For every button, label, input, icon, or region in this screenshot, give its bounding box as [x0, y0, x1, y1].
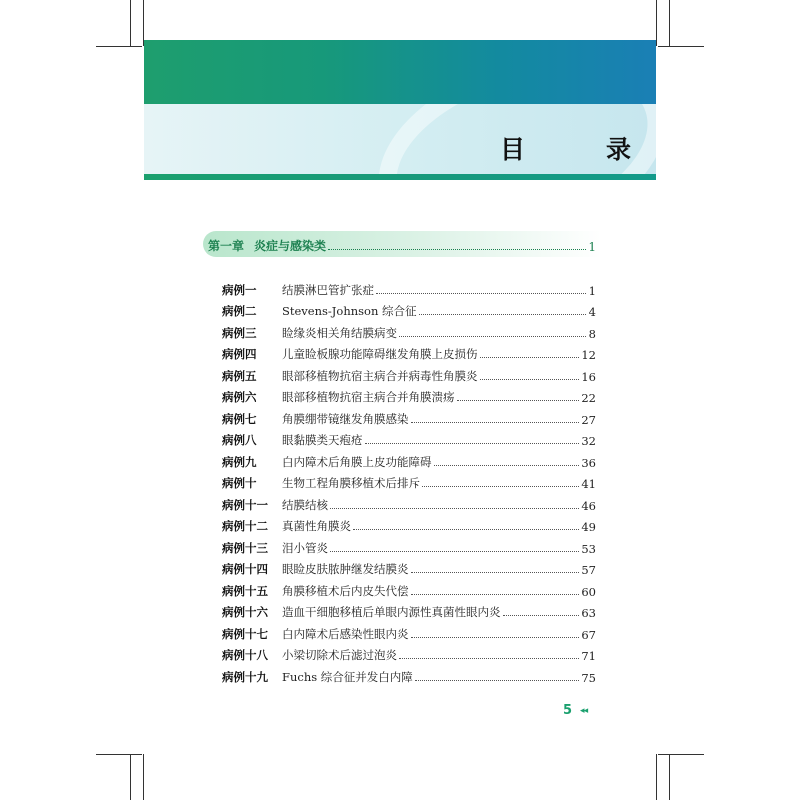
entry-title: 眼黏膜类天疱疮 — [282, 433, 363, 447]
case-label: 病例十三 — [222, 540, 268, 555]
entry-page-number: 8 — [588, 326, 596, 341]
entry-title: 眼睑皮肤脓肿继发结膜炎 — [282, 562, 409, 576]
entry-title: 睑缘炎相关角结膜病变 — [282, 325, 397, 340]
entry-page-number: 60 — [581, 584, 596, 599]
entry-title: 角膜移植术后内皮失代偿 — [282, 583, 409, 598]
chapter-title: 炎症与感染类 — [254, 239, 327, 253]
entry-title: 儿童睑板腺功能障碍继发角膜上皮损伤 — [282, 347, 478, 361]
case-label: 病例十八 — [222, 648, 268, 662]
crop-mark — [669, 754, 670, 800]
dot-leader — [330, 551, 579, 552]
dot-leader — [457, 400, 580, 401]
crop-mark — [130, 754, 131, 800]
chapter-heading[interactable] — [208, 234, 596, 254]
toc-entry[interactable] — [222, 577, 596, 599]
crop-mark — [130, 0, 131, 46]
entry-title: 生物工程角膜移植术后排斥 — [282, 476, 420, 490]
dot-leader — [353, 529, 579, 530]
toc-list — [222, 276, 596, 685]
header-rule — [144, 174, 656, 180]
toc-entry[interactable] — [222, 362, 596, 384]
case-label: 病例十七 — [222, 626, 268, 641]
case-label: 病例五 — [222, 368, 257, 383]
toc-entry[interactable] — [222, 513, 596, 535]
double-left-arrow-icon: ◂◂ — [580, 705, 588, 716]
entry-page-number: 57 — [581, 563, 596, 577]
case-label: 病例十四 — [222, 562, 268, 576]
entry-title: 白内障术后角膜上皮功能障碍 — [282, 454, 432, 469]
crop-mark — [656, 754, 657, 800]
dot-leader — [503, 615, 580, 616]
toc-entry[interactable] — [222, 298, 596, 320]
crop-mark — [143, 754, 144, 800]
chapter-label: 第一章 — [208, 239, 245, 253]
entry-title: 小梁切除术后滤过泡炎 — [282, 648, 397, 662]
toc-entry[interactable] — [222, 642, 596, 664]
page-title: 目 录 — [500, 135, 660, 164]
dot-leader — [411, 422, 580, 423]
dot-leader — [419, 314, 586, 315]
case-label: 病例二 — [222, 304, 257, 318]
entry-page-number: 27 — [581, 412, 596, 427]
toc-entry[interactable] — [222, 663, 596, 685]
entry-page-number: 4 — [588, 305, 596, 319]
entry-page-number: 75 — [581, 670, 596, 685]
dot-leader — [480, 357, 580, 358]
case-label: 病例十一 — [222, 497, 268, 512]
dot-leader — [399, 658, 579, 659]
case-label: 病例三 — [222, 325, 257, 340]
crop-mark — [96, 754, 142, 755]
entry-page-number: 16 — [581, 369, 596, 384]
entry-page-number: 41 — [581, 477, 596, 491]
entry-page-number: 12 — [581, 348, 596, 362]
entry-title: 眼部移植物抗宿主病合并角膜溃疡 — [282, 390, 455, 404]
entry-page-number: 22 — [581, 391, 596, 405]
dot-leader — [330, 508, 579, 509]
toc-entry[interactable] — [222, 427, 596, 449]
entry-title: 泪小管炎 — [282, 540, 328, 555]
toc-entry[interactable] — [222, 384, 596, 406]
dot-leader — [415, 680, 580, 681]
crop-mark — [658, 46, 704, 47]
case-label: 病例九 — [222, 454, 257, 469]
entry-page-number: 49 — [581, 520, 596, 534]
crop-mark — [658, 754, 704, 755]
dot-leader — [411, 572, 580, 573]
toc-entry[interactable] — [222, 470, 596, 492]
toc-entry[interactable] — [222, 599, 596, 621]
case-label: 病例七 — [222, 411, 257, 426]
crop-mark — [656, 0, 657, 46]
case-label: 病例十 — [222, 476, 257, 490]
dot-leader — [434, 465, 580, 466]
entry-page-number: 71 — [581, 649, 596, 663]
entry-page-number: 46 — [581, 498, 596, 513]
entry-title: 白内障术后感染性眼内炎 — [282, 626, 409, 641]
dot-leader — [422, 486, 579, 487]
chapter-page-number: 1 — [588, 240, 596, 254]
toc-entry[interactable] — [222, 448, 596, 470]
toc-entry[interactable] — [222, 556, 596, 578]
case-label: 病例十二 — [222, 519, 268, 533]
case-label: 病例八 — [222, 433, 257, 447]
dot-leader — [480, 379, 580, 380]
entry-page-number: 1 — [588, 283, 596, 298]
page-footer — [563, 703, 587, 718]
crop-mark — [669, 0, 670, 46]
entry-page-number: 36 — [581, 455, 596, 470]
entry-title: 眼部移植物抗宿主病合并病毒性角膜炎 — [282, 368, 478, 383]
toc-entry[interactable] — [222, 534, 596, 556]
entry-page-number: 32 — [581, 434, 596, 448]
entry-title: Stevens-Johnson 综合征 — [282, 304, 417, 318]
case-label: 病例一 — [222, 282, 257, 297]
dot-leader — [411, 594, 580, 595]
dot-leader — [411, 637, 580, 638]
case-label: 病例十九 — [222, 669, 268, 684]
case-label: 病例四 — [222, 347, 257, 361]
dot-leader — [376, 293, 586, 294]
crop-mark — [96, 46, 142, 47]
dot-leader — [399, 336, 586, 337]
case-label: 病例十六 — [222, 605, 268, 619]
header-banner — [144, 40, 656, 104]
page-number: 5 — [563, 703, 573, 718]
toc-entry[interactable] — [222, 319, 596, 341]
entry-title: Fuchs 综合征并发白内障 — [282, 669, 413, 684]
toc-entry[interactable] — [222, 405, 596, 427]
entry-page-number: 53 — [581, 541, 596, 556]
entry-title: 角膜绷带镜继发角膜感染 — [282, 411, 409, 426]
entry-page-number: 67 — [581, 627, 596, 642]
entry-page-number: 63 — [581, 606, 596, 620]
entry-title: 结膜结核 — [282, 497, 328, 512]
toc-entry[interactable] — [222, 276, 596, 298]
toc-entry[interactable] — [222, 620, 596, 642]
dot-leader — [365, 443, 580, 444]
entry-title: 结膜淋巴管扩张症 — [282, 282, 374, 297]
case-label: 病例十五 — [222, 583, 268, 598]
dot-leader — [328, 249, 586, 250]
entry-title: 真菌性角膜炎 — [282, 519, 351, 533]
toc-entry[interactable] — [222, 341, 596, 363]
case-label: 病例六 — [222, 390, 257, 404]
toc-entry[interactable] — [222, 491, 596, 513]
entry-title: 造血干细胞移植后单眼内源性真菌性眼内炎 — [282, 605, 501, 619]
